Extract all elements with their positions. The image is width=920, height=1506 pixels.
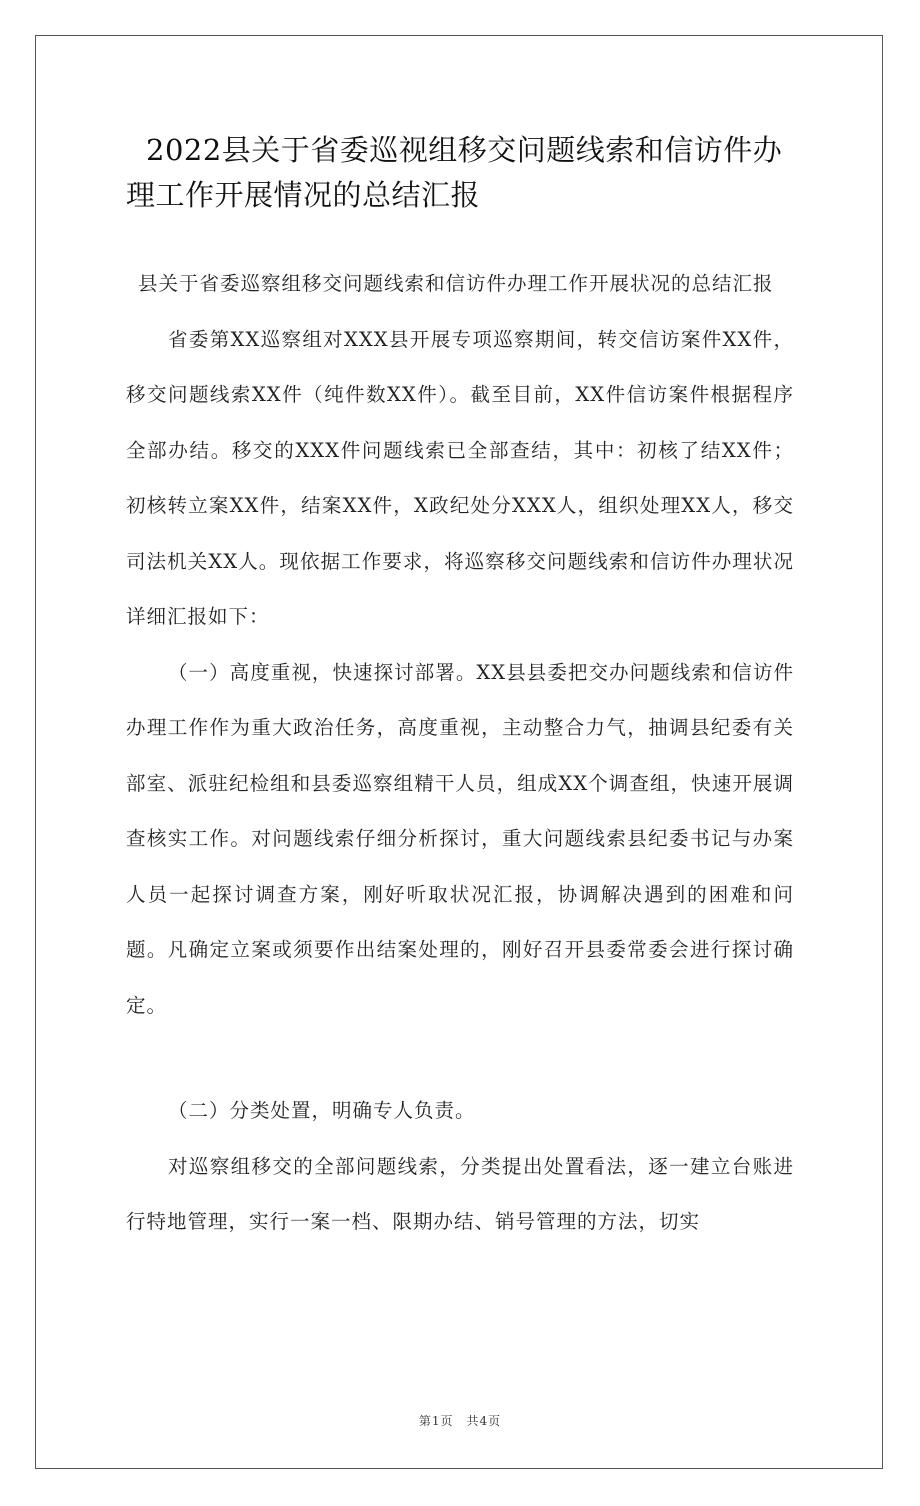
paragraph-section-two-body: 对巡察组移交的全部问题线索，分类提出处置看法，逐一建立台账进行特地管理，实行一案一档、限期办结、销号管理的方法，切实	[126, 1154, 794, 1233]
document-title	[126, 128, 796, 218]
paragraph-section-one: （一）高度重视，快速探讨部署。XX县县委把交办问题线索和信访件办理工作作为重大政治任务，高度重视，主动整合力气，抽调县纪委有关部室、派驻纪检组和县委巡察组精干人员，组成XX个调查组，快速开展调查核实工作。对问题线索仔细分析探讨，重大问题线索县纪委书记与办案人员一起探讨调查方案，刚好听取状况汇报，协调解决遇到的困难和问题。凡确定立案或须要作出结案处理的，刚好召开县委常委会进行探讨确定。	[126, 660, 794, 1017]
document-title-text: 2022县关于省委巡视组移交问题线索和信访件办理工作开展情况的总结汇报	[126, 133, 783, 212]
document-body	[126, 256, 794, 1250]
paragraph-intro: 省委第XX巡察组对XXX县开展专项巡察期间，转交信访案件XX件，移交问题线索XX件（纯件数XX件）。截至目前，XX件信访案件根据程序全部办结。移交的XXX件问题线索已全部查结，其中：初核了结XX件；初核转立案XX件，结案XX件，X政纪处分XXX人，组织处理XX人，移交司法机关XX人。现依据工作要求，将巡察移交问题线索和信访件办理状况详细汇报如下：	[126, 327, 794, 628]
page-indicator: 第1页 共4页	[418, 1414, 502, 1428]
paragraph-section-two-heading: （二）分类处置，明确专人负责。	[168, 1099, 476, 1122]
paragraph-heading: 县关于省委巡察组移交问题线索和信访件办理工作开展状况的总结汇报	[138, 272, 774, 295]
